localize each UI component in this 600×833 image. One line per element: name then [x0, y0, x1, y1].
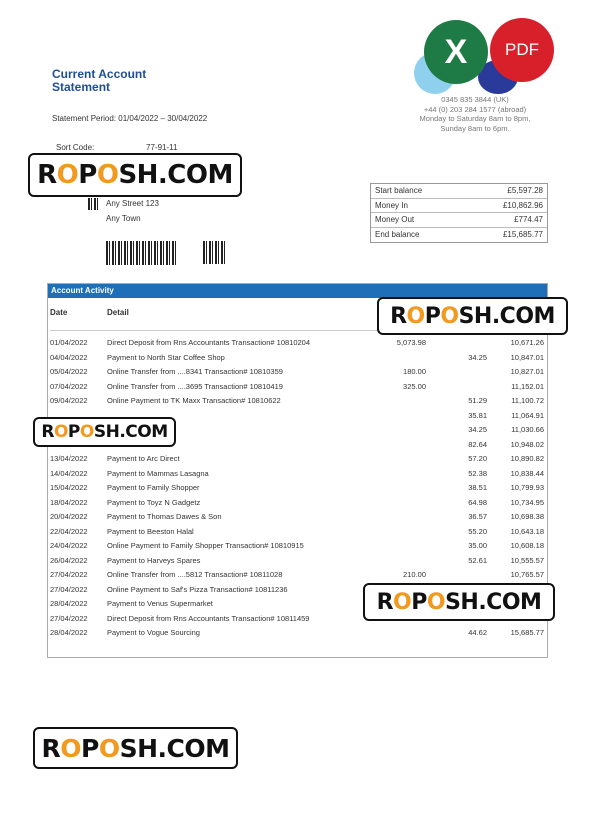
transaction-balance: 10,948.02	[510, 439, 544, 449]
transaction-money-out: 51.29	[468, 396, 487, 405]
transaction-detail: Online Payment to TK Maxx Transaction# 10810622	[107, 396, 281, 405]
title-line-2: Statement	[52, 80, 111, 94]
transaction-detail: Online Transfer from ....3695 Transaction# 10810419	[107, 381, 283, 391]
transaction-date: 24/04/2022	[50, 541, 88, 550]
transaction-date: 15/04/2022	[50, 483, 88, 492]
transaction-date: 13/04/2022	[50, 454, 88, 463]
transaction-row	[48, 527, 547, 542]
sort-code-value: 77-91-11	[146, 143, 178, 152]
transaction-money-out: 52.38	[468, 468, 487, 478]
transaction-detail: Online Payment to Saf's Pizza Transaction# 10811236	[107, 584, 288, 594]
transaction-balance: 10,890.82	[510, 454, 544, 463]
statement-period: Statement Period: 01/04/2022 – 30/04/2022	[52, 114, 208, 123]
transaction-date: 26/04/2022	[50, 555, 88, 565]
transaction-detail: Payment to Beeston Halal	[107, 526, 194, 536]
transaction-row	[48, 367, 547, 382]
balance-value: £774.47	[514, 215, 543, 225]
roposh-watermark: R O P O SH.COM	[33, 727, 238, 769]
transaction-balance: 10,838.44	[510, 468, 544, 478]
transaction-detail: Payment to Arc Direct	[107, 454, 180, 463]
transaction-detail: Online Payment to Family Shopper Transaction# 10810915	[107, 541, 304, 550]
transaction-money-out: 35.00	[468, 541, 487, 550]
transaction-date: 28/04/2022	[50, 599, 88, 608]
barcode-image	[106, 241, 178, 265]
roposh-watermark: R O P O SH.COM	[377, 297, 568, 335]
transaction-balance: 10,608.18	[510, 541, 544, 550]
transaction-balance: 10,799.93	[510, 483, 544, 492]
transaction-row	[48, 556, 547, 571]
transaction-detail: Payment to Vogue Sourcing	[107, 628, 200, 637]
transaction-balance: 10,555.57	[510, 555, 544, 565]
transaction-balance: 11,030.66	[511, 425, 544, 434]
transaction-row	[48, 382, 547, 397]
qr-code-image	[203, 241, 226, 264]
contact-line-1: 0345 835 3844 (UK)	[441, 95, 509, 104]
balance-row	[371, 199, 547, 214]
transaction-date: 22/04/2022	[50, 526, 88, 536]
balance-value: £10,862.96	[502, 200, 543, 210]
transaction-money-in: 325.00	[403, 381, 426, 391]
transaction-row	[48, 512, 547, 527]
transaction-detail: Payment to Thomas Dawes & Son	[107, 512, 222, 521]
balance-summary-table	[370, 183, 548, 243]
transaction-balance: 10,827.01	[510, 367, 544, 376]
transaction-date: 01/04/2022	[50, 338, 88, 347]
contact-line-3: Monday to Saturday 8am to 8pm,	[419, 114, 531, 123]
transaction-date: 27/04/2022	[50, 613, 88, 623]
excel-download-button[interactable]: X	[424, 20, 488, 84]
transaction-money-out: 52.61	[468, 555, 487, 565]
transaction-detail: Online Transfer from ....5812 Transaction# 10811028	[107, 570, 283, 579]
transaction-balance: 10,765.57	[510, 570, 544, 579]
transaction-balance: 10,847.01	[510, 352, 544, 362]
transaction-money-in: 180.00	[403, 367, 426, 376]
column-header-detail: Detail	[107, 308, 129, 317]
transaction-date: 04/04/2022	[50, 352, 88, 362]
bank-contact-info	[380, 95, 570, 133]
transaction-row	[48, 498, 547, 513]
transaction-detail: Payment to Toyz N Gadgetz	[107, 497, 201, 507]
balance-label: Start balance	[375, 186, 423, 196]
balance-label: Money In	[375, 200, 408, 210]
transaction-money-out: 34.25	[468, 352, 487, 362]
sort-code-label: Sort Code:	[56, 143, 95, 152]
transaction-row	[48, 469, 547, 484]
transaction-money-out: 57.20	[468, 454, 487, 463]
transaction-date: 20/04/2022	[50, 512, 88, 521]
transaction-row	[48, 541, 547, 556]
title-line-1: Current Account	[52, 67, 147, 81]
roposh-watermark: R O P O SH.COM	[33, 417, 176, 447]
transaction-detail: Online Transfer from ....8341 Transaction# 10810359	[107, 367, 283, 376]
transaction-balance: 15,685.77	[510, 628, 544, 637]
balance-label: Money Out	[375, 215, 415, 225]
transaction-row	[48, 396, 547, 411]
transaction-date: 14/04/2022	[50, 468, 88, 478]
transaction-row	[48, 454, 547, 469]
transaction-money-in: 5,073.98	[396, 338, 426, 347]
account-activity-header: Account Activity	[48, 284, 547, 298]
transaction-detail: Payment to Harveys Spares	[107, 555, 201, 565]
transaction-balance: 11,152.01	[511, 381, 544, 391]
transaction-date: 09/04/2022	[50, 396, 88, 405]
transaction-detail: Payment to North Star Coffee Shop	[107, 352, 225, 362]
transaction-balance: 10,671.26	[510, 338, 544, 347]
transaction-balance: 11,064.91	[511, 410, 544, 420]
transaction-detail: Direct Deposit from Rns Accountants Transaction# 10811459	[107, 613, 310, 623]
roposh-watermark: R O P O SH.COM	[28, 153, 242, 197]
transaction-detail: Payment to Family Shopper	[107, 483, 200, 492]
transaction-money-out: 55.20	[468, 526, 487, 536]
roposh-watermark: R O P O SH.COM	[363, 583, 555, 621]
transaction-detail: Payment to Venus Supermarket	[107, 599, 213, 608]
balance-value: £15,685.77	[502, 230, 543, 240]
statement-title	[52, 68, 146, 94]
transaction-balance: 11,100.72	[511, 396, 544, 405]
transaction-date: 07/04/2022	[50, 381, 88, 391]
transaction-detail: Payment to Mammas Lasagna	[107, 468, 209, 478]
transaction-date: 28/04/2022	[50, 628, 88, 637]
column-header-date: Date	[50, 308, 68, 317]
transaction-date: 18/04/2022	[50, 497, 88, 507]
transaction-date: 27/04/2022	[50, 584, 88, 594]
transaction-row	[48, 628, 547, 643]
transaction-money-out: 44.62	[468, 628, 487, 637]
pdf-download-button[interactable]: PDF	[490, 18, 554, 82]
transaction-date: 05/04/2022	[50, 367, 88, 376]
transaction-money-in: 210.00	[403, 570, 426, 579]
transaction-detail: Direct Deposit from Rns Accountants Transaction# 10810204	[107, 338, 311, 347]
contact-line-2: +44 (0) 203 284 1577 (abroad)	[423, 104, 527, 114]
transaction-row	[48, 483, 547, 498]
balance-row	[371, 228, 547, 243]
qr-code-icon	[88, 198, 100, 210]
balance-value: £5,597.28	[507, 186, 543, 196]
balance-label: End balance	[375, 230, 420, 240]
balance-row	[371, 213, 547, 228]
transaction-row	[48, 338, 547, 353]
contact-line-4: Sunday 8am to 6pm.	[440, 123, 510, 133]
address-street: Any Street 123	[106, 199, 159, 208]
address-town: Any Town	[106, 214, 141, 223]
transaction-money-out: 36.57	[468, 512, 487, 521]
transaction-balance: 10,698.38	[510, 512, 544, 521]
transaction-row	[48, 353, 547, 368]
transaction-balance: 10,734.95	[510, 497, 544, 507]
transaction-money-out: 64.98	[468, 497, 487, 507]
transaction-money-out: 82.64	[468, 439, 487, 449]
balance-row	[371, 184, 547, 199]
transaction-balance: 10,643.18	[510, 526, 544, 536]
transaction-money-out: 34.25	[468, 425, 487, 434]
transaction-date: 27/04/2022	[50, 570, 88, 579]
transaction-money-out: 35.81	[468, 410, 487, 420]
transaction-money-out: 38.51	[468, 483, 487, 492]
